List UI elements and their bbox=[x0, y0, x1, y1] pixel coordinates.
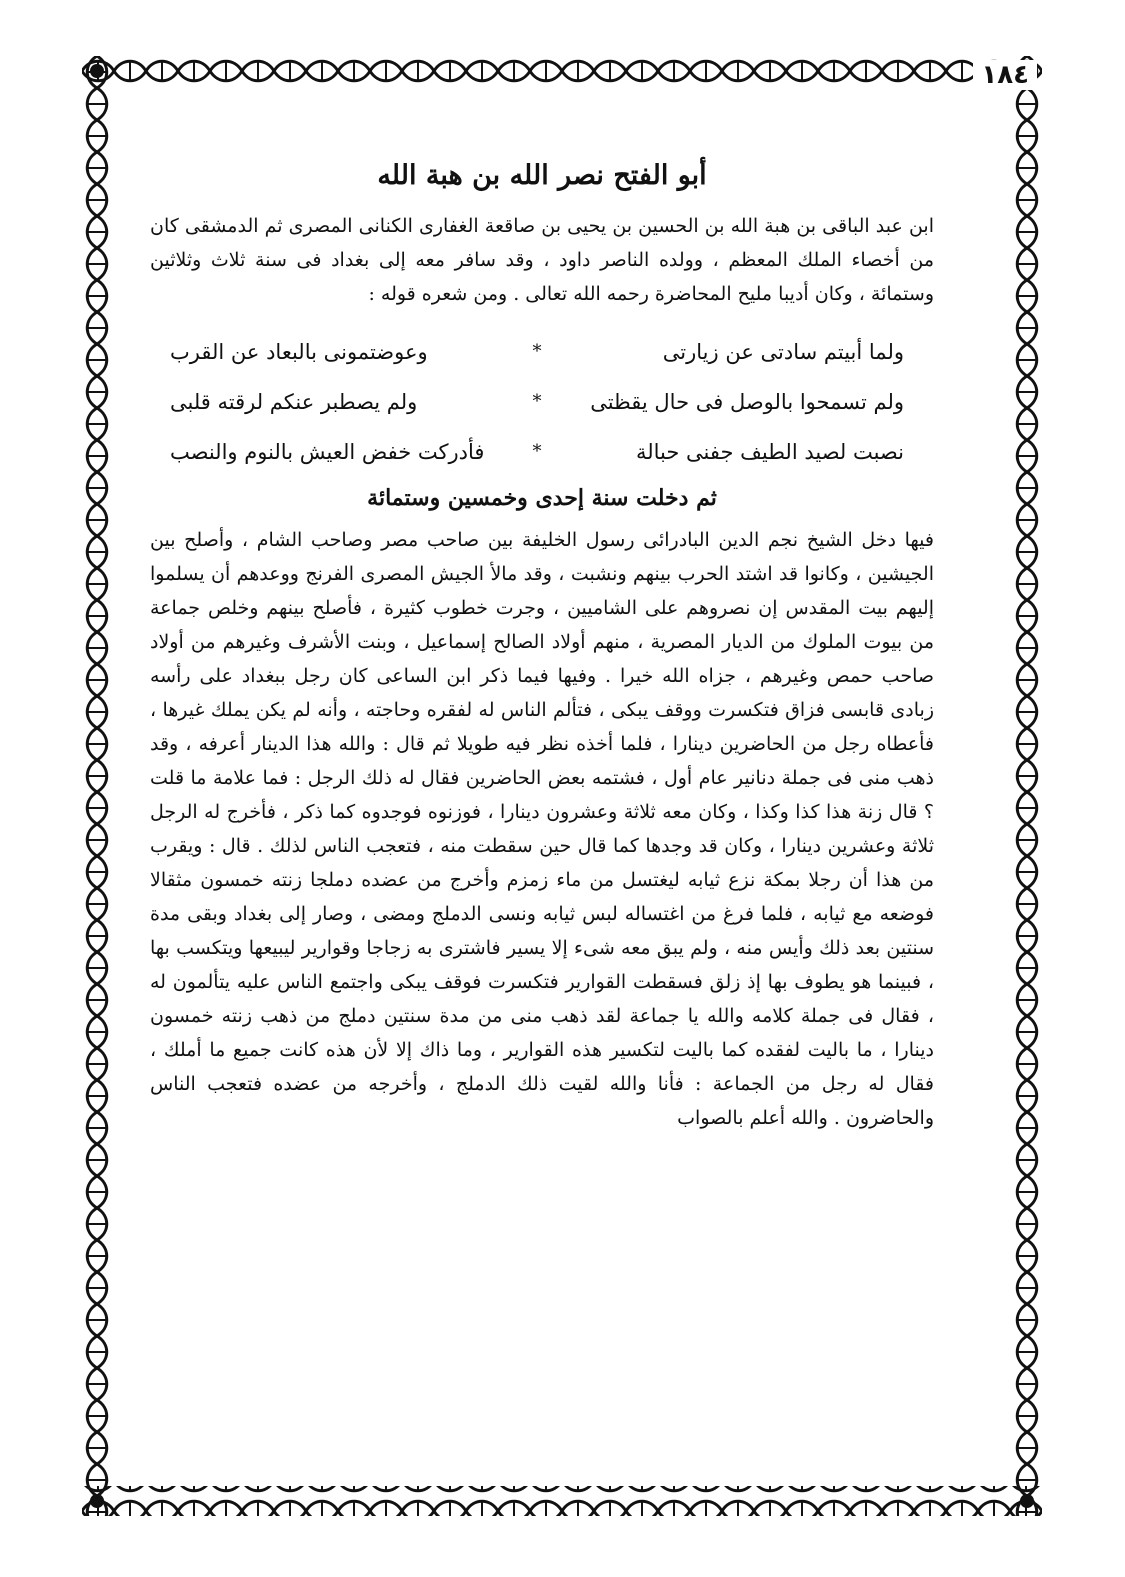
poem-verse bbox=[150, 427, 934, 477]
year-heading: ثم دخلت سنة إحدى وخمسين وستمائة bbox=[367, 485, 717, 511]
verse-second-hemistich: وعوضتمونى بالبعاد عن القرب bbox=[170, 340, 428, 364]
verse-second-hemistich: فأدركت خفض العيش بالنوم والنصب bbox=[170, 440, 485, 464]
poem-verse bbox=[150, 377, 934, 427]
verse-first-hemistich: ولم تسمحوا بالوصل فى حال يقظتى bbox=[590, 390, 904, 414]
poem-verse bbox=[150, 327, 934, 377]
page-number: ١٨٤ bbox=[973, 60, 1037, 90]
verse-second-hemistich: ولم يصطبر عنكم لرقته قلبى bbox=[170, 390, 418, 414]
verse-separator: * bbox=[532, 391, 542, 412]
verse-separator: * bbox=[532, 341, 542, 362]
biography-paragraph: ابن عبد الباقى بن هبة الله بن الحسين بن يحيى بن صاقعة الغفارى الكنانى المصرى ثم الدمشقى كان من أخصاء الملك المعظم ، وولده الناصر داود ، وقد سافر معه إلى بغداد فى سنة ثلاث وثلاثين وستمائة ، وكان أديبا مليح المحاضرة رحمه الله تعالى . ومن شعره قوله : bbox=[150, 215, 934, 305]
poem bbox=[150, 327, 934, 477]
verse-separator: * bbox=[532, 441, 542, 462]
page-content bbox=[150, 160, 934, 1135]
verse-first-hemistich: نصبت لصيد الطيف جفنى حبالة bbox=[635, 440, 904, 464]
biography-heading: أبو الفتح نصر الله بن هبة الله bbox=[377, 160, 707, 191]
year-events-paragraph: فيها دخل الشيخ نجم الدين البادرائى رسول الخليفة بين صاحب مصر وصاحب الشام ، وأصلح بين الجيشين ، وكانوا قد اشتد الحرب بينهم ونشبت ، وقد مالأ الجيش المصرى الفرنج ووعدهم أن يسلموا إليهم بيت المقدس إن نصروهم على الشاميين ، وجرت خطوب كثيرة ، فأصلح بينهم وخلص جماعة من بيوت الملوك من الديار المصرية ، منهم أولاد الصالح إسماعيل ، وبنت الأشرف وغيرهم من أولاد صاحب حمص وغيرهم ، جزاه الله خيرا . وفيها فيما ذكر ابن الساعى كان رجل ببغداد على رأسه زبادى قابسى فزاق فتكسرت ووقف يبكى ، فتألم الناس له لفقره وحاجته ، وأنه لم يكن يملك غيرها ، فأعطاه رجل من الحاضرين دينارا ، فلما أخذه نظر فيه طويلا ثم قال : والله هذا الدينار أعرفه ، وقد ذهب منى فى جملة دنانير عام أول ، فشتمه بعض الحاضرين فقال له ذلك الرجل : فما علامة ما قلت ؟ قال زنة هذا كذا وكذا ، وكان معه ثلاثة وعشرون دينارا ، فوزنوه فوجدوه كما ذكر ، فأخرج له الرجل ثلاثة وعشرين دينارا ، وكان قد وجدها كما قال حين سقطت منه ، فتعجب الناس لذلك . قال : ويقرب من هذا أن رجلا بمكة نزع ثيابه ليغتسل من ماء زمزم وأخرج من عضده دملجا زنته خمسون مثقالا فوضعه مع ثيابه ، فلما فرغ من اغتساله لبس ثيابه ونسى الدملج ومضى ، وصار إلى بغداد وبقى مدة سنتين بعد ذلك وأيس منه ، ولم يبق معه شىء إلا يسير فاشترى به زجاجا وقوارير ليبيعها ويتكسب بها ، فبينما هو يطوف بها إذ زلق فسقطت القوارير فتكسرت فوقف يبكى واجتمع الناس عليه يتألمون له ، فقال فى جملة كلامه والله يا جماعة لقد ذهب منى من مدة سنتين دملج من ذهب زنته خمسون دينارا ، ما باليت لفقده كما باليت لتكسير هذه القوارير ، وما ذاك إلا لأن هذه كانت جميع ما أملك ، فقال له رجل من الجماعة : فأنا والله لقيت ذلك الدملج ، وأخرجه من عضده فتعجب الناس والحاضرون . والله أعلم بالصواب bbox=[150, 529, 934, 1129]
verse-first-hemistich: ولما أبيتم سادتى عن زيارتى bbox=[662, 340, 904, 364]
